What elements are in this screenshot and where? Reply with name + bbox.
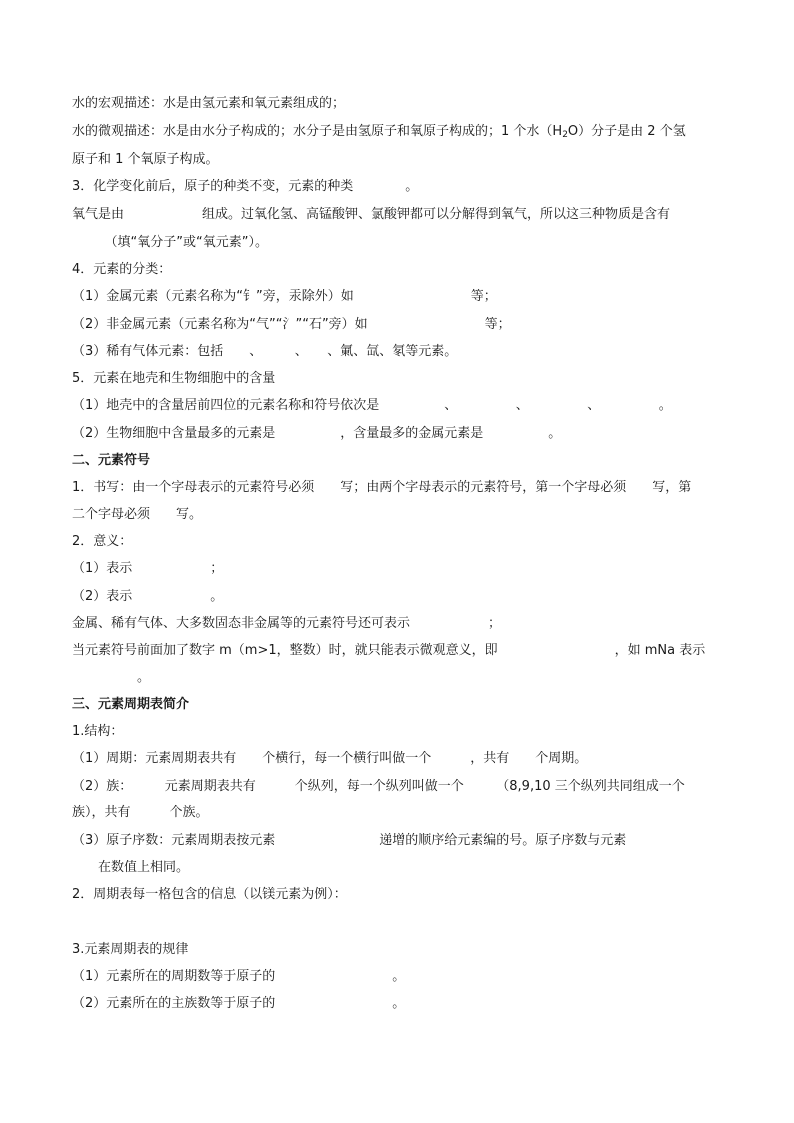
- text-line: （填“氧分子”或“氧元素”）。: [72, 235, 268, 250]
- text-line: 族），共有 个族。: [72, 805, 209, 820]
- text-line: 1．书写：由一个字母表示的元素符号必须 写；由两个字母表示的元素符号，第一个字母必须 写，第: [72, 480, 692, 495]
- text-line: （2）族： 元素周期表共有 个纵列，每一个纵列叫做一个 （8,9,10 三个纵列共同组成一个: [72, 779, 685, 794]
- section-heading: 3.元素周期表的规律: [72, 942, 189, 957]
- text-line: 当元素符号前面加了数字 m（m>1，整数）时，就只能表示微观意义，即 ，如 mNa 表示: [72, 643, 706, 658]
- section-title: 二、元素符号: [72, 453, 151, 468]
- text-line: 原子和 1 个氧原子构成。: [72, 152, 219, 167]
- text-line: 金属、稀有气体、大多数固态非金属等的元素符号还可表示 ；: [72, 616, 502, 631]
- text-line: （2）非金属元素（元素名称为“气”“氵”“石”旁）如 等；: [72, 317, 511, 332]
- text-line: （1）表示 ；: [72, 561, 224, 576]
- text-line: （1）地壳中的含量居前四位的元素名称和符号依次是 、 、 、 。: [72, 398, 672, 413]
- section-title: 三、元素周期表简介: [72, 697, 190, 712]
- section-heading: 2．意义：: [72, 534, 133, 549]
- subscript: 2: [562, 130, 568, 140]
- section-heading: 1.结构：: [72, 724, 124, 739]
- text-line: 。: [72, 670, 151, 685]
- section-heading: 2．周期表每一格包含的信息（以镁元素为例）：: [72, 887, 347, 902]
- text-line: （1）周期：元素周期表共有 个横行，每一个横行叫做一个 ，共有 个周期。: [72, 751, 588, 766]
- text-line: 氧气是由 组成。过氧化氢、高锰酸钾、氯酸钾都可以分解得到氧气，所以这三种物质是含有: [72, 207, 671, 222]
- text-line: （3）稀有气体元素：包括 、 、 、氭、氙、氡等元素。: [72, 344, 458, 359]
- text-line: （3）原子序数：元素周期表按元素 递增的顺序给元素编的号。原子序数与元素: [72, 833, 627, 848]
- section-heading: 5．元素在地壳和生物细胞中的含量: [72, 371, 276, 386]
- text-line: 在数值上相同。: [72, 860, 190, 875]
- text-segment: 水的微观描述：水是由水分子构成的；水分子是由氢原子和氧原子构成的；1 个水（H: [72, 124, 563, 139]
- text-line: 二个字母必须 写。: [72, 507, 203, 522]
- text-line: （1）元素所在的周期数等于原子的 。: [72, 969, 406, 984]
- text-line: （2）生物细胞中含量最多的元素是 ，含量最多的金属元素是 。: [72, 426, 562, 441]
- text-line-micro-description: [72, 123, 686, 144]
- text-line: （2）表示 。: [72, 589, 224, 604]
- text-line-macro-description: 水的宏观描述：水是由氢元素和氧元素组成的；: [72, 96, 346, 111]
- text-segment: O）分子是由 2 个氢: [567, 124, 686, 139]
- text-line: 3．化学变化前后，原子的种类不变，元素的种类 。: [72, 179, 419, 194]
- text-line: （2）元素所在的主族数等于原子的 。: [72, 996, 406, 1011]
- text-line: （1）金属元素（元素名称为“钅”旁，汞除外）如 等；: [72, 289, 497, 304]
- section-heading: 4．元素的分类：: [72, 262, 172, 277]
